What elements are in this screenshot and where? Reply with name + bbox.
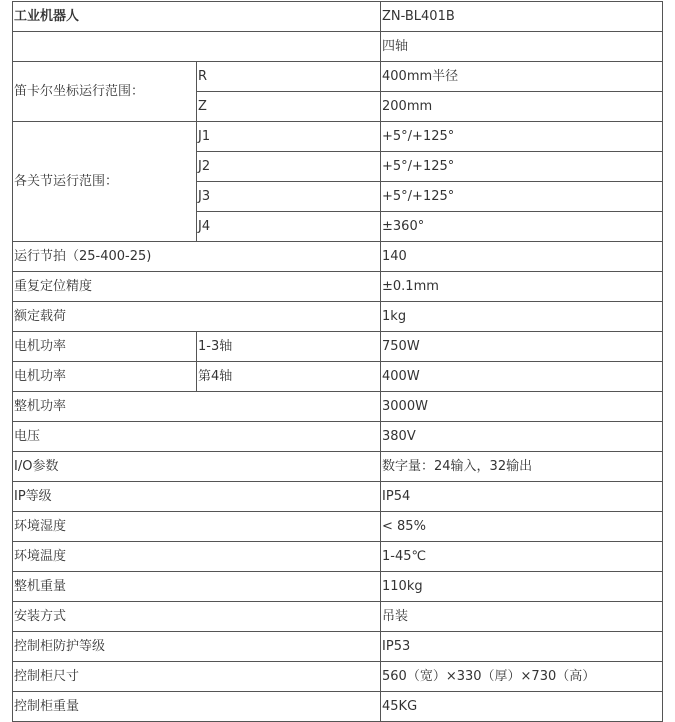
- joint-axis: J2: [197, 152, 381, 182]
- row-label: 控制柜重量: [13, 692, 381, 722]
- row-label: 控制柜防护等级: [13, 632, 381, 662]
- joint-axis: J4: [197, 212, 381, 242]
- row-label: 整机功率: [13, 392, 381, 422]
- row-value: 吊装: [381, 602, 663, 632]
- row-label: 运行节拍（25-400-25): [13, 242, 381, 272]
- cartesian-value: 200mm: [381, 92, 663, 122]
- row-label: 电压: [13, 422, 381, 452]
- table-row: [13, 482, 663, 512]
- table-row: [13, 32, 663, 62]
- table-row: [13, 332, 663, 362]
- row-value: IP53: [381, 632, 663, 662]
- table-row: [13, 392, 663, 422]
- joint-value: +5°/+125°: [381, 122, 663, 152]
- model-number: ZN-BL401B: [381, 2, 663, 32]
- table-row: [13, 272, 663, 302]
- table-row: [13, 362, 663, 392]
- row-value: 1kg: [381, 302, 663, 332]
- row-label: 控制柜尺寸: [13, 662, 381, 692]
- row-label: 额定载荷: [13, 302, 381, 332]
- row-value: IP54: [381, 482, 663, 512]
- row-value: 140: [381, 242, 663, 272]
- row-label: 重复定位精度: [13, 272, 381, 302]
- table-row: [13, 422, 663, 452]
- table-row: [13, 692, 663, 722]
- row-label: I/O参数: [13, 452, 381, 482]
- cartesian-value: 400mm半径: [381, 62, 663, 92]
- table-row: [13, 632, 663, 662]
- row-value: 数字量：24输入，32输出: [381, 452, 663, 482]
- row-value: ±0.1mm: [381, 272, 663, 302]
- joint-range-label: 各关节运行范围：: [13, 122, 197, 242]
- spec-table: [12, 1, 663, 722]
- table-row: [13, 62, 663, 92]
- row-label: 电机功率: [13, 362, 197, 392]
- row-value: 1-45℃: [381, 542, 663, 572]
- cartesian-range-label: 笛卡尔坐标运行范围：: [13, 62, 197, 122]
- product-category: 工业机器人: [13, 2, 381, 32]
- row-label: 电机功率: [13, 332, 197, 362]
- joint-axis: J3: [197, 182, 381, 212]
- row-value: 380V: [381, 422, 663, 452]
- table-row: [13, 572, 663, 602]
- table-row: [13, 512, 663, 542]
- row-label: 环境湿度: [13, 512, 381, 542]
- joint-value: +5°/+125°: [381, 152, 663, 182]
- table-row: [13, 542, 663, 572]
- table-row: [13, 2, 663, 32]
- joint-value: +5°/+125°: [381, 182, 663, 212]
- table-row: [13, 242, 663, 272]
- joint-axis: J1: [197, 122, 381, 152]
- row-label: 整机重量: [13, 572, 381, 602]
- table-row: [13, 122, 663, 152]
- joint-value: ±360°: [381, 212, 663, 242]
- row-value: 45KG: [381, 692, 663, 722]
- row-value: 400W: [381, 362, 663, 392]
- table-row: [13, 602, 663, 632]
- table-row: [13, 662, 663, 692]
- row-value: 3000W: [381, 392, 663, 422]
- row-label: 安装方式: [13, 602, 381, 632]
- table-row: [13, 302, 663, 332]
- table-row: [13, 452, 663, 482]
- row-value: 750W: [381, 332, 663, 362]
- row-value: 110kg: [381, 572, 663, 602]
- axis-type: 四轴: [381, 32, 663, 62]
- row-label: IP等级: [13, 482, 381, 512]
- empty-cell: [13, 32, 381, 62]
- motor-axes: 1-3轴: [197, 332, 381, 362]
- motor-axes: 第4轴: [197, 362, 381, 392]
- row-label: 环境温度: [13, 542, 381, 572]
- row-value: < 85%: [381, 512, 663, 542]
- cartesian-axis: Z: [197, 92, 381, 122]
- cartesian-axis: R: [197, 62, 381, 92]
- row-value: 560（宽）×330（厚）×730（高）: [381, 662, 663, 692]
